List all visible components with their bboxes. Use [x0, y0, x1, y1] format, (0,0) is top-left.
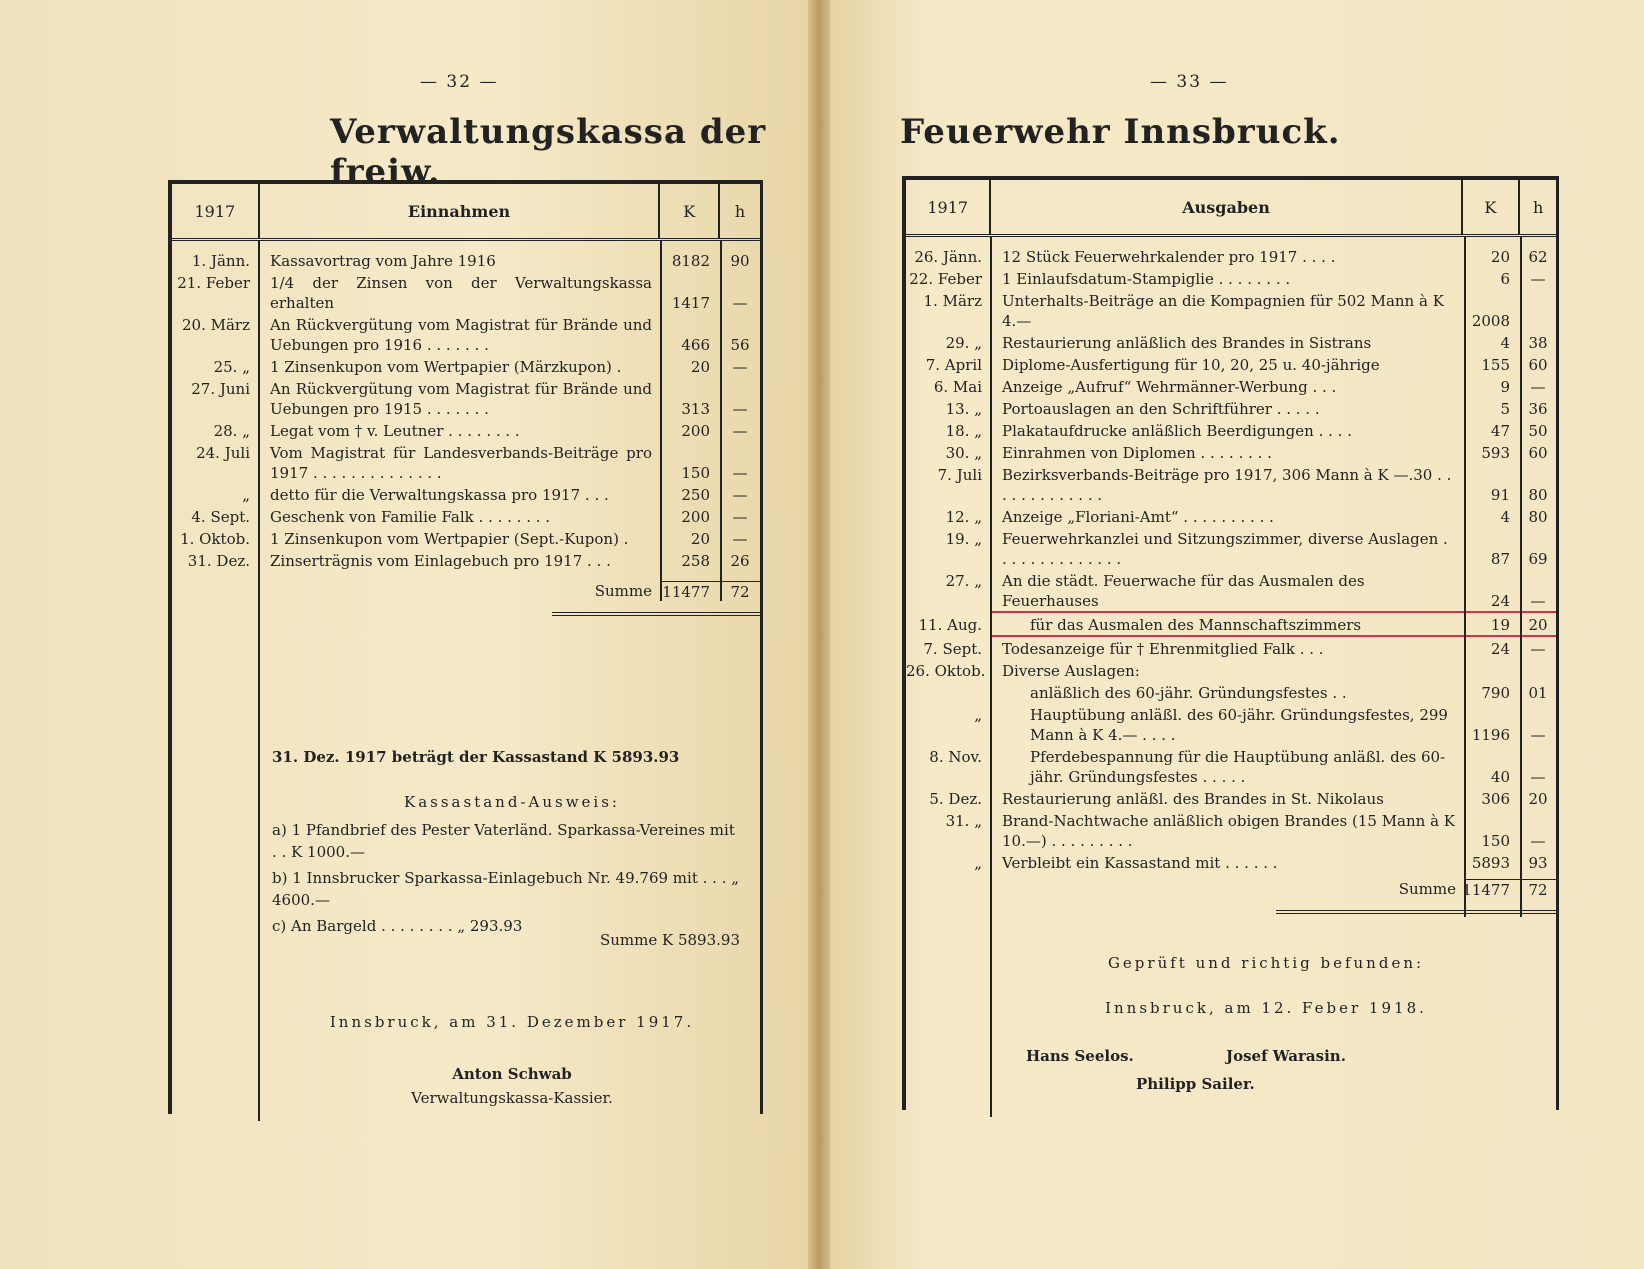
row-k: 306 [1481, 790, 1510, 808]
row-date: 26. Oktob. [906, 662, 986, 680]
row-k: 790 [1481, 684, 1510, 702]
row-text: Hauptübung anläßl. des 60-jähr. Gründungsfestes, 299 Mann à K 4.— . . . . [1030, 706, 1448, 744]
row-text: Bezirksverbands-Beiträge pro 1917, 306 Mann à K —.30 . . . . . . . . . . . . . [1002, 466, 1452, 504]
row-date: 8. Nov. [929, 748, 982, 766]
place-date-left: Innsbruck, am 31. Dezember 1917. [329, 1013, 695, 1031]
row-text: Plakataufdrucke anläßlich Beerdigungen . . . . [1002, 422, 1352, 440]
row-date: „ [974, 854, 982, 872]
row-k: 258 [681, 552, 710, 570]
ausweis-title: Kassastand-Ausweis: [404, 793, 620, 811]
row-k: 20 [690, 358, 710, 376]
row-text: Diplome-Ausfertigung für 10, 20, 25 u. 40-jährige [1002, 356, 1380, 374]
expense-row [906, 247, 1556, 267]
row-date: 26. Jänn. [914, 248, 982, 266]
row-h: — [732, 486, 748, 504]
income-table-body [172, 241, 760, 1121]
row-text: Unterhalts-Beiträge an die Kompagnien für 502 Mann à K 4.— [1002, 292, 1444, 330]
row-h: — [1530, 832, 1546, 850]
row-h: — [732, 400, 748, 418]
row-h: 36 [1528, 400, 1548, 418]
row-h: — [1530, 726, 1546, 744]
expense-row [906, 571, 1556, 613]
row-h: — [1530, 768, 1546, 786]
expense-row [906, 747, 1556, 787]
row-date: „ [974, 706, 982, 724]
row-text: Anzeige „Aufruf“ Wehrmänner-Werbung . . . [1002, 378, 1337, 396]
income-row [172, 315, 760, 355]
row-text: anläßlich des 60-jähr. Gründungsfestes . . [1030, 684, 1347, 702]
expense-row [906, 853, 1556, 873]
row-text: 1 Zinsenkupon vom Wertpapier (Sept.-Kupon) . [270, 530, 629, 548]
row-h: 90 [730, 252, 750, 270]
row-text: 1 Einlaufsdatum-Stampiglie . . . . . . . . [1002, 270, 1291, 288]
row-h: 56 [730, 336, 750, 354]
expense-rows [906, 247, 1556, 873]
row-k: 466 [681, 336, 710, 354]
row-date: 21. Feber [177, 274, 250, 292]
ausweis-sum: Summe K 5893.93 [599, 931, 740, 949]
row-date [906, 683, 990, 703]
row-text: Zinserträgnis vom Einlagebuch pro 1917 . . . [270, 552, 611, 570]
row-date: 1. Jänn. [191, 252, 250, 270]
row-h: 20 [1528, 790, 1548, 808]
row-text: Kassavortrag vom Jahre 1916 [270, 252, 496, 270]
row-text: Restaurierung anläßl. des Brandes in St. Nikolaus [1002, 790, 1384, 808]
income-sum-row [172, 581, 760, 602]
row-date: 31. Dez. [187, 552, 250, 570]
row-h: — [1520, 571, 1556, 613]
row-h: 20 [1520, 615, 1556, 637]
row-text: An Rückvergütung vom Magistrat für Brände und Uebungen pro 1916 . . . . . . . [270, 316, 652, 354]
header-h: h [1532, 197, 1544, 217]
expense-row [906, 529, 1556, 569]
place-date-right: Innsbruck, am 12. Feber 1918. [1105, 999, 1427, 1017]
row-k: 593 [1481, 444, 1510, 462]
row-k: 40 [1490, 768, 1510, 786]
row-h: 80 [1528, 486, 1548, 504]
row-h: — [732, 422, 748, 440]
expense-table-header [906, 180, 1556, 237]
row-date: 20. März [182, 316, 250, 334]
expense-row [906, 789, 1556, 809]
row-h [1520, 661, 1556, 681]
row-k: 200 [681, 422, 710, 440]
header-year: 1917 [172, 184, 260, 238]
header-ausgaben: Ausgaben [991, 180, 1462, 234]
expense-row [906, 291, 1556, 331]
row-k: 150 [1481, 832, 1510, 850]
row-h: 60 [1528, 356, 1548, 374]
page-number-left: — 32 — [420, 72, 499, 92]
row-text: Verbleibt ein Kassastand mit . . . . . . [1002, 854, 1278, 872]
row-k: 20 [1490, 248, 1510, 266]
row-date: 30. „ [945, 444, 982, 462]
expense-row [906, 615, 1556, 637]
approval-text: Geprüft und richtig befunden: [1107, 954, 1425, 972]
page-title-right: Feuerwehr Innsbruck. [900, 112, 1341, 152]
expense-row [906, 421, 1556, 441]
row-h: — [732, 530, 748, 548]
row-h: — [732, 358, 748, 376]
income-row [172, 443, 760, 483]
row-date: 24. Juli [196, 444, 250, 462]
row-h: 80 [1528, 508, 1548, 526]
row-h: — [732, 294, 748, 312]
balance-line: 31. Dez. 1917 beträgt der Kassastand K 5893.93 [272, 748, 680, 766]
expense-row [906, 683, 1556, 703]
row-date: 7. Juli [937, 466, 982, 484]
income-row [172, 251, 760, 271]
ausweis-item: b) 1 Innsbrucker Sparkassa-Einlagebuch Nr. 49.769 mit . . . „ 4600.— [272, 869, 739, 909]
right-page [830, 0, 1644, 1269]
row-k: 4 [1500, 334, 1510, 352]
sum-label: Summe [594, 582, 652, 600]
row-text: 1 Zinsenkupon vom Wertpapier (Märzkupon) . [270, 358, 622, 376]
row-h: 38 [1528, 334, 1548, 352]
row-k: 19 [1464, 615, 1520, 637]
row-text: Brand-Nachtwache anläßlich obigen Brandes (15 Mann à K 10.—) . . . . . . . . . [1002, 812, 1455, 850]
income-table-header [172, 184, 760, 241]
signer-name: Anton Schwab [452, 1065, 572, 1083]
expense-row [906, 377, 1556, 397]
expense-row [906, 639, 1556, 659]
row-k: 2008 [1471, 312, 1510, 330]
expense-row [906, 465, 1556, 505]
left-page [0, 0, 808, 1269]
book-gutter [808, 0, 830, 1269]
row-k: 8182 [671, 252, 710, 270]
row-date: 1. März [923, 292, 982, 310]
page-number-right: — 33 — [1150, 72, 1229, 92]
row-text: Anzeige „Floriani-Amt“ . . . . . . . . . . [1002, 508, 1274, 526]
row-date: 19. „ [945, 530, 982, 548]
row-text: Legat vom † v. Leutner . . . . . . . . [270, 422, 520, 440]
row-date: „ [242, 486, 250, 504]
signer-1: Hans Seelos. [1026, 1047, 1134, 1065]
row-date: 13. „ [945, 400, 982, 418]
row-h: 62 [1528, 248, 1548, 266]
row-date: 28. „ [213, 422, 250, 440]
expense-sum-row [906, 879, 1556, 900]
row-h: 60 [1528, 444, 1548, 462]
ausweis-list [272, 819, 742, 941]
row-text: detto für die Verwaltungskassa pro 1917 . . . [270, 486, 609, 504]
header-h: h [734, 201, 746, 221]
row-date: 7. April [925, 356, 982, 374]
row-date: 18. „ [945, 422, 982, 440]
row-text: Vom Magistrat für Landesverbands-Beiträge pro 1917 . . . . . . . . . . . . . . [270, 444, 652, 482]
row-k: 20 [690, 530, 710, 548]
signer-3: Philipp Sailer. [1136, 1075, 1255, 1093]
expense-table [902, 176, 1559, 1110]
row-h: — [732, 508, 748, 526]
row-date: 1. Oktob. [180, 530, 250, 548]
row-k [1464, 661, 1520, 681]
expense-row [906, 355, 1556, 375]
row-h: 93 [1528, 854, 1548, 872]
row-date: 25. „ [213, 358, 250, 376]
row-text: Restaurierung anläßlich des Brandes in Sistrans [1002, 334, 1372, 352]
row-k: 155 [1481, 356, 1510, 374]
row-k: 91 [1490, 486, 1510, 504]
row-k: 24 [1490, 640, 1510, 658]
income-row [172, 379, 760, 419]
sum-k: 11477 [660, 581, 720, 602]
row-k: 6 [1500, 270, 1510, 288]
expense-row [906, 269, 1556, 289]
row-k: 200 [681, 508, 710, 526]
sum-h: 72 [1520, 879, 1556, 900]
row-date: 27. „ [945, 572, 982, 590]
expense-row [906, 507, 1556, 527]
ausweis-item: c) An Bargeld . . . . . . . . „ 293.93 [272, 917, 523, 935]
row-text: An Rückvergütung vom Magistrat für Brände und Uebungen pro 1915 . . . . . . . [270, 380, 652, 418]
header-k: K [660, 184, 720, 238]
row-text: 1/4 der Zinsen von der Verwaltungskassa erhalten [270, 274, 652, 312]
income-row [172, 273, 760, 313]
row-text: Portoauslagen an den Schriftführer . . . . . [1002, 400, 1320, 418]
row-text: Einrahmen von Diplomen . . . . . . . . [1002, 444, 1272, 462]
row-h [1520, 291, 1556, 331]
income-rows [172, 251, 760, 571]
sum-double-rule [1276, 906, 1556, 914]
row-k: 5893 [1471, 854, 1510, 872]
expense-row [906, 399, 1556, 419]
row-text: Diverse Auslagen: [1002, 662, 1140, 680]
row-date: 5. Dez. [929, 790, 982, 808]
row-text: Todesanzeige für † Ehrenmitglied Falk . . . [1002, 640, 1324, 658]
row-k: 250 [681, 486, 710, 504]
row-k: 150 [681, 464, 710, 482]
header-einnahmen: Einnahmen [260, 184, 661, 238]
row-h: — [1530, 270, 1546, 288]
expense-table-body [906, 237, 1556, 1117]
income-row [172, 551, 760, 571]
row-date: 7. Sept. [923, 640, 982, 658]
row-h: 69 [1528, 550, 1548, 568]
expense-row [906, 811, 1556, 851]
header-year: 1917 [906, 180, 991, 234]
row-h: — [732, 464, 748, 482]
row-k: 5 [1500, 400, 1510, 418]
row-h: 26 [730, 552, 750, 570]
sum-h: 72 [720, 581, 760, 602]
row-date: 4. Sept. [191, 508, 250, 526]
row-text: An die städt. Feuerwache für das Ausmalen des Feuerhauses [990, 571, 1464, 613]
income-row [172, 529, 760, 549]
row-k: 87 [1490, 550, 1510, 568]
row-text: 12 Stück Feuerwehrkalender pro 1917 . . . . [1002, 248, 1336, 266]
row-k: 9 [1500, 378, 1510, 396]
row-date: 29. „ [945, 334, 982, 352]
income-row [172, 421, 760, 441]
row-h: 50 [1528, 422, 1548, 440]
row-k: 313 [681, 400, 710, 418]
row-h: — [1530, 640, 1546, 658]
expense-row [906, 443, 1556, 463]
row-date: 12. „ [945, 508, 982, 526]
row-date: 6. Mai [933, 378, 982, 396]
signer-2: Josef Warasin. [1226, 1047, 1346, 1065]
row-k: 4 [1500, 508, 1510, 526]
page-title-left: Verwaltungskassa der freiw. [330, 112, 767, 192]
income-row [172, 357, 760, 377]
row-date: 27. Juni [191, 380, 250, 398]
row-k: 47 [1490, 422, 1510, 440]
row-k: 1196 [1471, 726, 1510, 744]
row-date: 31. „ [945, 812, 982, 830]
income-table [168, 180, 763, 1114]
expense-row [906, 705, 1556, 745]
row-h: 01 [1528, 684, 1548, 702]
row-text: Pferdebespannung für die Hauptübung anläßl. des 60-jähr. Gründungsfestes . . . . . [1030, 748, 1446, 786]
row-text: Geschenk von Familie Falk . . . . . . . . [270, 508, 551, 526]
row-h: — [1530, 378, 1546, 396]
row-k: 24 [1464, 571, 1520, 613]
income-row [172, 507, 760, 527]
signer-role: Verwaltungskassa-Kassier. [411, 1089, 613, 1107]
row-text: Feuerwehrkanzlei und Sitzungszimmer, diverse Auslagen . . . . . . . . . . . . . . [1002, 530, 1448, 568]
ausweis-item: a) 1 Pfandbrief des Pester Vaterländ. Sparkassa-Vereines mit . . K 1000.— [272, 821, 735, 861]
sum-label: Summe [1398, 880, 1456, 898]
expense-row [906, 661, 1556, 681]
sum-double-rule [552, 608, 760, 616]
row-k: 1417 [671, 294, 710, 312]
row-date: 22. Feber [909, 270, 982, 288]
sum-k: 11477 [1464, 879, 1520, 900]
row-text: für das Ausmalen des Mannschaftszimmers [990, 615, 1464, 637]
header-k: K [1463, 180, 1521, 234]
row-date: 11. Aug. [918, 616, 982, 634]
income-row [172, 485, 760, 505]
expense-row [906, 333, 1556, 353]
